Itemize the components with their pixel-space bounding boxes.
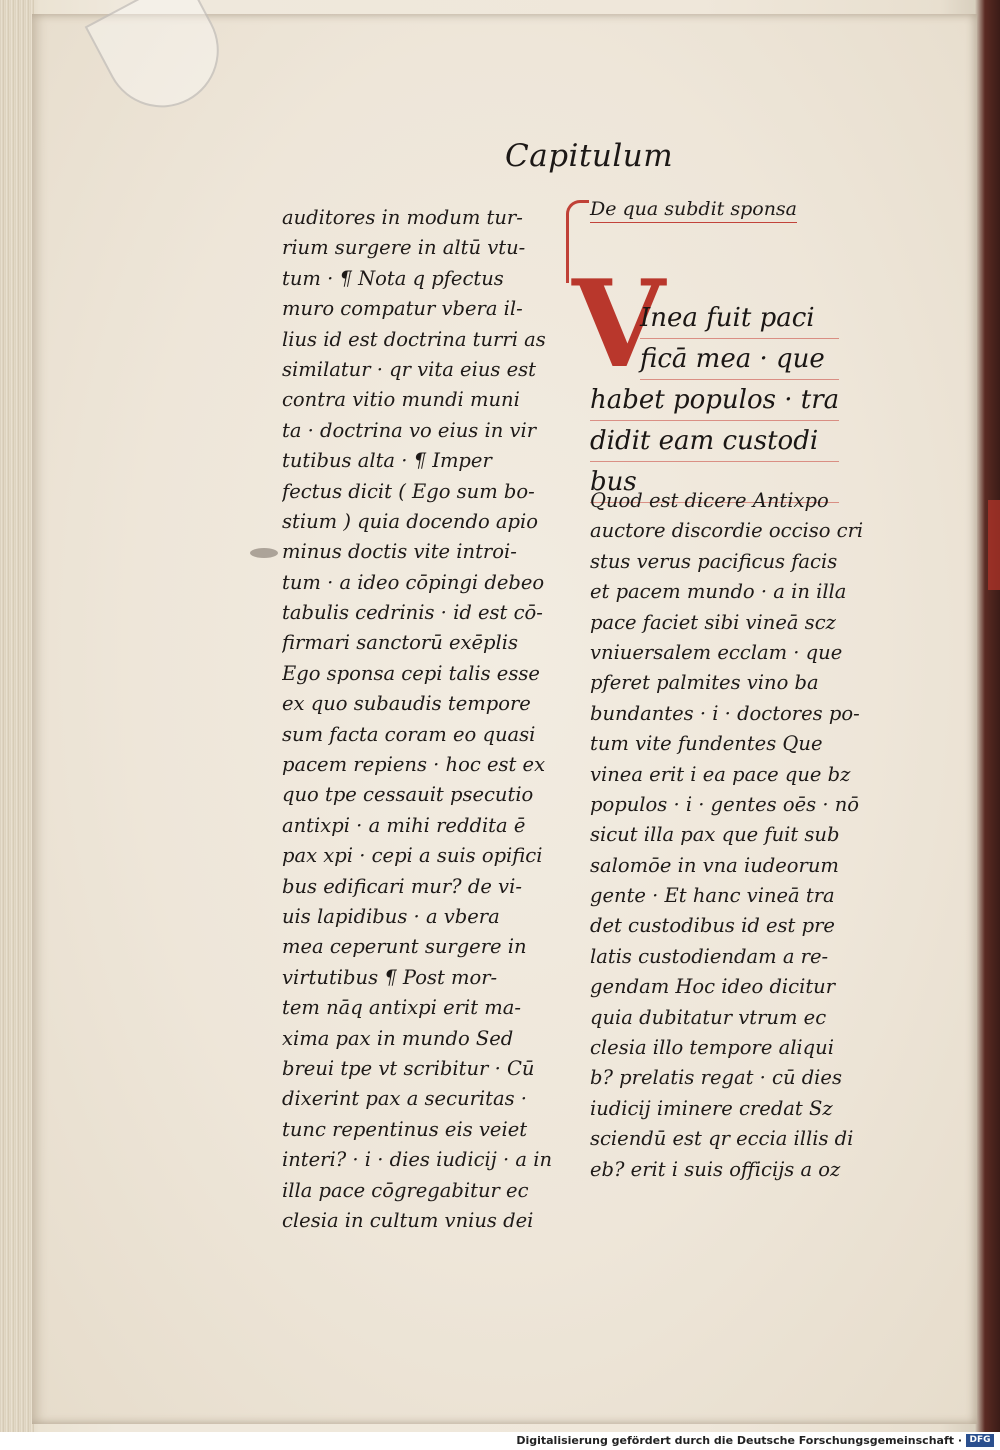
text-line: stium ) quia docendo apio (282, 509, 538, 533)
text-line: auctore discordie occiso cri (590, 519, 864, 543)
text-line: uis lapidibus · a vbera (282, 904, 500, 928)
rubric-heading: De qua subdit sponsa (590, 198, 797, 223)
text-line: dixerint pax a securitas · (282, 1087, 527, 1111)
text-line: muro compatur vbera il- (282, 297, 523, 321)
text-line: ficā mea · que (640, 339, 839, 380)
text-line: pace faciet sibi vineā scz (590, 610, 836, 634)
text-line: similatur · qr vita eius est (282, 357, 536, 381)
text-line: tunc repentinus eis veiet (282, 1117, 528, 1141)
text-line: fectus dicit ( Ego sum bo- (282, 479, 535, 503)
text-line: quo tpe cessauit psecutio (282, 783, 534, 807)
text-line: vniuersalem ecclam · que (590, 640, 843, 664)
dfg-logo: DFG (966, 1434, 994, 1447)
left-text-column (282, 203, 567, 1236)
text-line: latis custodiendam a re- (590, 944, 829, 968)
text-line: pax xpi · cepi a suis opifici (282, 844, 543, 868)
text-line: clesia in cultum vnius dei (282, 1208, 534, 1232)
text-line: ex quo subaudis tempore (282, 692, 531, 716)
text-line: Quod est dicere Antixpo (590, 489, 829, 512)
text-line: sicut illa pax que fuit sub (590, 823, 840, 847)
text-line: auditores in modum tur- (282, 206, 523, 229)
text-line: antixpi · a mihi reddita ē (282, 813, 526, 837)
text-line: ta · doctrina vo eius in vir (282, 418, 537, 442)
funding-credit: Digitalisierung gefördert durch die Deutsche Forschungsgemeinschaft · (516, 1434, 962, 1447)
text-line: tabulis cedrinis · id est cō- (282, 601, 543, 625)
text-line: et pacem mundo · a in illa (590, 580, 847, 604)
text-line: sum facta coram eo quasi (282, 722, 536, 746)
text-line: gente · Et hanc vineā tra (590, 884, 835, 908)
text-line: illa pace cōgregabitur ec (282, 1178, 529, 1202)
text-line: firmari sanctorū exēplis (282, 631, 519, 655)
text-line: gendam Hoc ideo dicitur (590, 975, 836, 999)
ink-smudge (250, 548, 278, 558)
text-line: Ego sponsa cepi talis esse (282, 661, 540, 685)
text-line: bus (590, 462, 839, 503)
text-line: clesia illo tempore aliqui (590, 1036, 834, 1060)
text-line: quia dubitatur vtrum ec (590, 1005, 827, 1029)
text-line: habet populos · tra (590, 380, 839, 421)
page-stack-edge (0, 0, 34, 1432)
text-line: vinea erit i ea pace que bz (590, 762, 851, 786)
text-line: sciendū est qr eccia illis di (590, 1127, 854, 1151)
text-line: iudicij iminere credat Sz (590, 1096, 833, 1120)
text-line: mea ceperunt surgere in (282, 935, 527, 959)
text-line: tem nāq antixpi erit ma- (282, 996, 521, 1020)
text-line: stus verus pacificus facis (590, 549, 838, 573)
text-line: tutibus alta · ¶ Imper (282, 449, 492, 473)
text-line: interi? · i · dies iudicij · a in (282, 1148, 553, 1172)
text-line: populos · i · gentes oēs · nō (590, 792, 860, 816)
right-text-column (590, 486, 880, 1185)
text-line: tum · a ideo cōpingi debeo (282, 570, 545, 594)
text-line: contra vitio mundi muni (282, 388, 520, 412)
text-line: virtutibus ¶ Post mor- (282, 965, 498, 989)
text-line: lius id est doctrina turri as (282, 327, 546, 351)
text-line: bus edificari mur? de vi- (282, 874, 522, 898)
text-line: didit eam custodi (590, 421, 839, 462)
text-line: pferet palmites vino ba (590, 671, 819, 695)
text-line: pacem repiens · hoc est ex (282, 753, 546, 777)
text-line: Inea fuit paci (640, 298, 839, 339)
footer-bar (0, 1432, 1000, 1450)
decorated-initial: V (572, 254, 666, 395)
text-line: tum · ¶ Nota q pfectus (282, 266, 504, 290)
page-title: Capitulum (505, 138, 674, 174)
text-line: breui tpe vt scribitur · Cū (282, 1056, 535, 1080)
text-line: salomōe in vna iudeorum (590, 853, 839, 877)
text-line: b? prelatis regat · cū dies (590, 1066, 842, 1090)
text-line: rium surgere in altū vtu- (282, 236, 526, 260)
text-line: det custodibus id est pre (590, 914, 835, 938)
red-margin-mark (988, 500, 1000, 590)
text-line: bundantes · i · doctores po- (590, 701, 860, 725)
text-line: eb? erit i suis officijs a oz (590, 1157, 841, 1181)
text-line: tum vite fundentes Que (590, 732, 823, 756)
text-line: minus doctis vite introi- (282, 540, 517, 564)
text-line: xima pax in mundo Sed (282, 1026, 514, 1050)
